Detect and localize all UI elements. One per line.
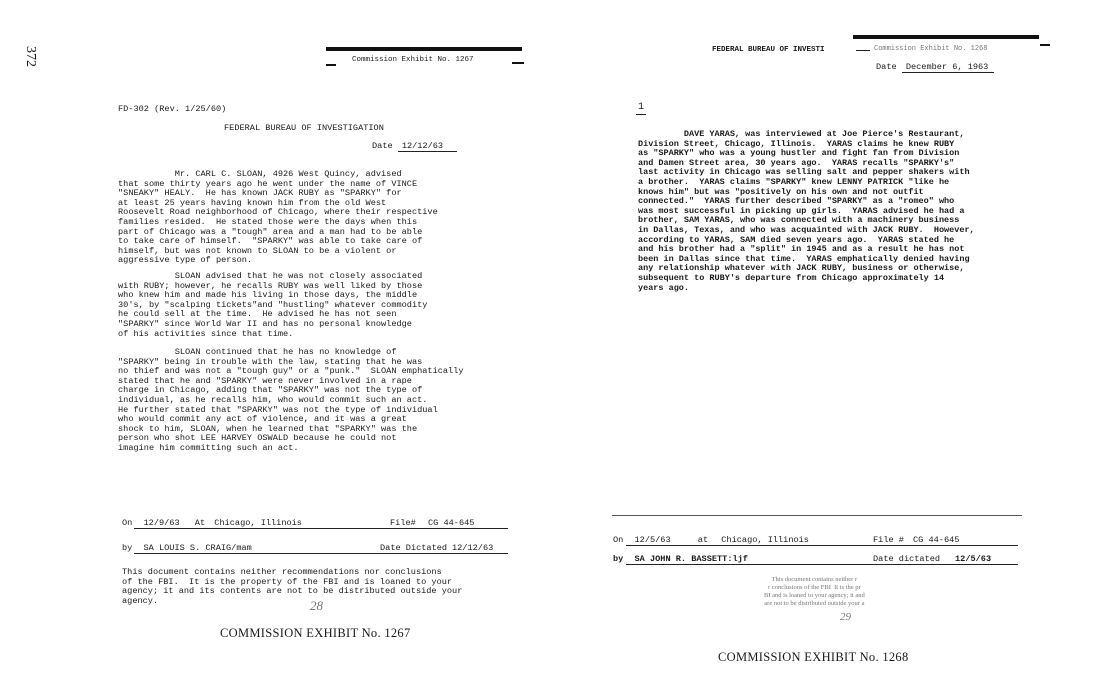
left-paragraph-1: Mr. CARL C. SLOAN, 4926 West Quincy, advised that some thirty years ago he went under the name of VINCE "SNEAKY" HEALY. He has known JACK RUBY as "SPARKY" for at least 25 years having known him from the old West Roosevelt Road neighborhood of Chicago, where their respective families resided. He stated those were the days when this part of Chicago was a "tough" area and a man had to be able to take care of himself. "SPARKY" was able to take care of himself, but was not known to SLOAN to be a violent or aggressive type of person.: [118, 169, 438, 266]
left-dictated-label: Date Dictated: [380, 543, 448, 553]
right-header-tick: [1040, 44, 1050, 46]
left-disclaimer: This document contains neither recommendations nor conclusions of the FBI. It is the property of the FBI and is loaned to your agency; it and its contents are not to be distributed outside your agency.: [122, 567, 463, 606]
left-by-row: [122, 543, 514, 553]
right-date-label: Date: [876, 62, 897, 72]
right-exhibit-tag: Commission Exhibit No. 1268: [874, 45, 988, 53]
left-form-id: FD-302 (Rev. 1/25/60): [118, 104, 227, 114]
right-paragraph: DAVE YARAS, was interviewed at Joe Pierce's Restaurant, Division Street, Chicago, Illinois. YARAS claims he knew RUBY as "SPARKY" who was a young hustler and fight fan from Division and Damen Street area, 30 years ago. YARAS recalls "SPARKY's" last activity in Chicago was selling salt and pepper shakers with a brother. YARAS claims "SPARKY" knew LENNY PATRICK "like he knows him" but was "positively on his own and not outfit connected." YARAS further described "SPARKY" as a "romeo" who was most successful in picking up girls. YARAS advised he had a brother, SAM YARAS, who was connected with a machinery business in Dallas, Texas, and who was acquainted with JACK RUBY. However, according to YARAS, SAM died seven years ago. YARAS stated he and his brother had a "split" in 1945 and as a result he has not been in Dallas since that time. YARAS emphatically denied having any relationship whatever with JACK RUBY, business or otherwise, subsequent to RUBY's departure from Chicago approximately 14 years ago.: [638, 129, 975, 293]
left-file-label: File#: [390, 518, 416, 528]
right-header-agency: FEDERAL BUREAU OF INVESTI: [712, 46, 825, 54]
left-on-row: [122, 518, 508, 528]
right-at-place: Chicago, Illinois: [721, 535, 809, 545]
right-file-label: File #: [873, 535, 904, 545]
right-footer-rule: [612, 515, 1022, 516]
right-by-row: [613, 554, 1013, 564]
left-paragraph-3: SLOAN continued that he has no knowledge of "SPARKY" being in trouble with the law, stating that he was no thief and was not a "tough guy" or a "punk." SLOAN emphatically stated that he and "SPARKY" were never involved in a rape charge in Chicago, adding that "SPARKY" was not the type of individual, as he recalls him, who would commit such an act. He further stated that "SPARKY" was not the type of individual who would commit any act of violence, and it was a great shock to him, SLOAN, when he learned that "SPARKY" was the person who shot LEE HARVEY OSWALD because he could not imagine him committing such an act.: [118, 347, 464, 453]
right-at-label: at: [697, 535, 709, 545]
right-on-row: [613, 535, 1013, 545]
right-by-underline: [626, 564, 1018, 565]
right-header-dash: [856, 50, 870, 51]
right-on-label: On: [613, 535, 624, 545]
right-agent: SA JOHN R. BASSETT:ljf: [634, 554, 748, 564]
right-page-mark-underline: [636, 114, 646, 115]
left-by-label: by: [122, 543, 133, 553]
left-dictated-value: 12/12/63: [452, 543, 494, 553]
right-header-bar: [853, 35, 1039, 39]
left-caption: COMMISSION EXHIBIT No. 1267: [220, 626, 411, 640]
left-file-no: CG 44-645: [428, 518, 475, 528]
left-handwritten-number: 28: [310, 598, 323, 613]
left-on-date: 12/9/63: [143, 518, 180, 528]
right-by-label: by: [613, 554, 624, 564]
right-file-no: CG 44-645: [913, 535, 960, 545]
right-on-underline: [626, 545, 1018, 546]
left-on-label: On: [122, 518, 133, 528]
left-at-place: Chicago, Illinois: [214, 518, 302, 528]
page-number: 372: [23, 46, 38, 67]
right-dictated-value: 12/5/63: [955, 554, 992, 564]
left-on-underline: [134, 528, 508, 529]
left-header-bar: [326, 47, 522, 51]
right-date-value: December 6, 1963: [902, 62, 995, 73]
left-date-value: 12/12/63: [398, 141, 457, 152]
left-exhibit-tag: Commission Exhibit No. 1267: [352, 56, 474, 64]
right-dictated-label: Date dictated: [873, 554, 941, 564]
left-at-label: At: [194, 518, 206, 528]
left-date-label: Date: [372, 141, 393, 151]
right-caption: COMMISSION EXHIBIT No. 1268: [718, 650, 909, 664]
right-page-mark: 1: [638, 102, 645, 113]
left-header-tick: [512, 62, 524, 64]
right-on-date: 12/5/63: [634, 535, 671, 545]
left-agent: SA LOUIS S. CRAIG/mam: [143, 543, 252, 553]
left-date-row: [372, 141, 457, 152]
left-by-underline: [134, 553, 508, 554]
right-handwritten-number: 29: [840, 611, 851, 623]
right-date-row: [876, 62, 994, 73]
left-agency-heading: FEDERAL BUREAU OF INVESTIGATION: [224, 123, 384, 133]
left-paragraph-2: SLOAN advised that he was not closely associated with RUBY; however, he recalls RUBY was well liked by those who knew him and made his living in those days, the middle 30's, by "scalping tickets"and "hustling" whatever commodity he could sell at the time. He advised he has not seen "SPARKY" since World War II and has no personal knowledge of his activities since that time.: [118, 271, 428, 339]
left-header-tick: [326, 64, 336, 66]
right-disclaimer: This document contains neither r r conclusions of the FBI It is the pr BI and is loaned to your agency; it and are not to be distributed outside your a: [764, 576, 865, 607]
